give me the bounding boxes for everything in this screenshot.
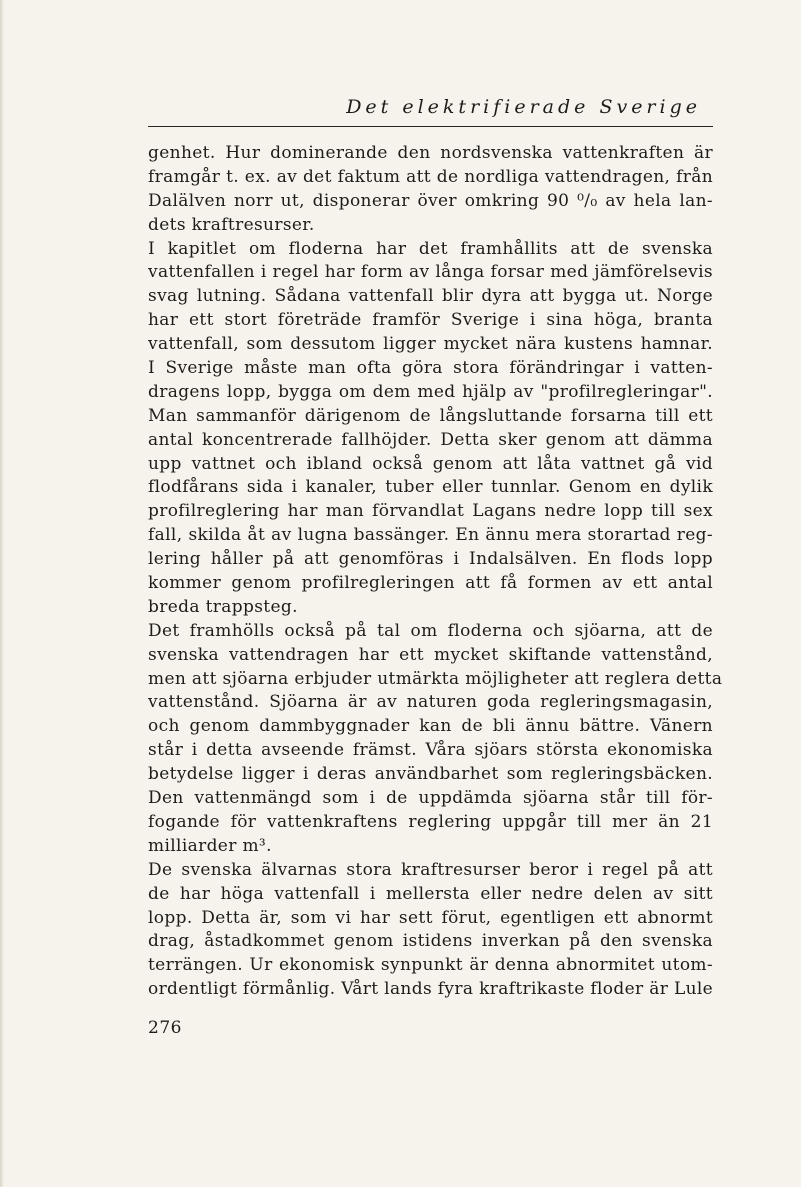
text-line: profilreglering har man förvandlat Lagans nedre lopp till sex [148, 501, 713, 522]
text-line: I Sverige måste man ofta göra stora förändringar i vatten- [148, 358, 713, 379]
body-text [148, 142, 723, 1002]
text-line: vattenfall, som dessutom ligger mycket nära kustens hamnar. [148, 334, 713, 355]
text-line: terrängen. Ur ekonomisk synpunkt är denna abnormitet utom- [148, 955, 713, 976]
text-line: vattenstånd. Sjöarna är av naturen goda regleringsmagasin, [148, 692, 713, 713]
text-line: dets kraftresurser. [148, 214, 315, 235]
text-line: drag, åstadkommet genom istidens inverkan på den svenska [148, 931, 713, 952]
text-line: framgår t. ex. av det faktum att de nordliga vattendragen, från [148, 166, 713, 187]
text-line: men att sjöarna erbjuder utmärkta möjligheter att reglera detta [148, 668, 723, 689]
text-line: Man sammanför därigenom de långsluttande forsarna till ett [148, 405, 713, 426]
text-line: lering håller på att genomföras i Indalsälven. En flods lopp [148, 549, 713, 570]
text-line: har ett stort företräde framför Sverige i sina höga, branta [148, 310, 713, 331]
text-line: fogande för vattenkraftens reglering uppgår till mer än 21 [148, 811, 713, 832]
page-edge [0, 0, 4, 1187]
text-line: De svenska älvarnas stora kraftresurser beror i regel på att [148, 859, 713, 880]
running-header: Det elektrifierade Sverige [346, 96, 701, 118]
text-line: svenska vattendragen har ett mycket skiftande vattenstånd, [148, 644, 713, 665]
text-line: antal koncentrerade fallhöjder. Detta sker genom att dämma [148, 429, 713, 450]
text-line: vattenfallen i regel har form av långa forsar med jämförelsevis [148, 262, 713, 283]
page-number: 276 [148, 1018, 182, 1038]
text-line: I kapitlet om floderna har det framhållits att de svenska [148, 238, 713, 259]
text-line: lopp. Detta är, som vi har sett förut, egentligen ett abnormt [148, 907, 713, 928]
text-line: kommer genom profilregleringen att få formen av ett antal [148, 573, 713, 594]
text-line: står i detta avseende främst. Våra sjöars största ekonomiska [148, 740, 713, 761]
header-rule [148, 126, 713, 127]
text-line: breda trappsteg. [148, 596, 298, 617]
text-line: ordentligt förmånlig. Vårt lands fyra kraftrikaste floder är Lule [148, 979, 714, 1000]
text-line: Dalälven norr ut, disponerar över omkring 90 ⁰/₀ av hela lan- [148, 190, 713, 211]
text-line: betydelse ligger i deras användbarhet som regleringsbäcken. [148, 764, 713, 785]
text-line: flodfårans sida i kanaler, tuber eller tunnlar. Genom en dylik [148, 477, 713, 498]
text-line: genhet. Hur dominerande den nordsvenska vattenkraften är [148, 143, 713, 163]
text-line: svag lutning. Sådana vattenfall blir dyra att bygga ut. Norge [148, 286, 713, 307]
text-line: Det framhölls också på tal om floderna och sjöarna, att de [148, 620, 713, 641]
text-line: de har höga vattenfall i mellersta eller nedre delen av sitt [148, 883, 713, 904]
text-line: dragens lopp, bygga om dem med hjälp av "profilregleringar". [148, 381, 713, 402]
text-line: och genom dammbyggnader kan de bli ännu bättre. Vänern [148, 716, 713, 737]
text-line: Den vattenmängd som i de uppdämda sjöarna står till för- [148, 788, 713, 809]
text-line: milliarder m³. [148, 835, 272, 856]
text-line: fall, skilda åt av lugna bassänger. En ännu mera storartad reg- [148, 525, 713, 546]
text-line: upp vattnet och ibland också genom att låta vattnet gå vid [148, 453, 713, 474]
